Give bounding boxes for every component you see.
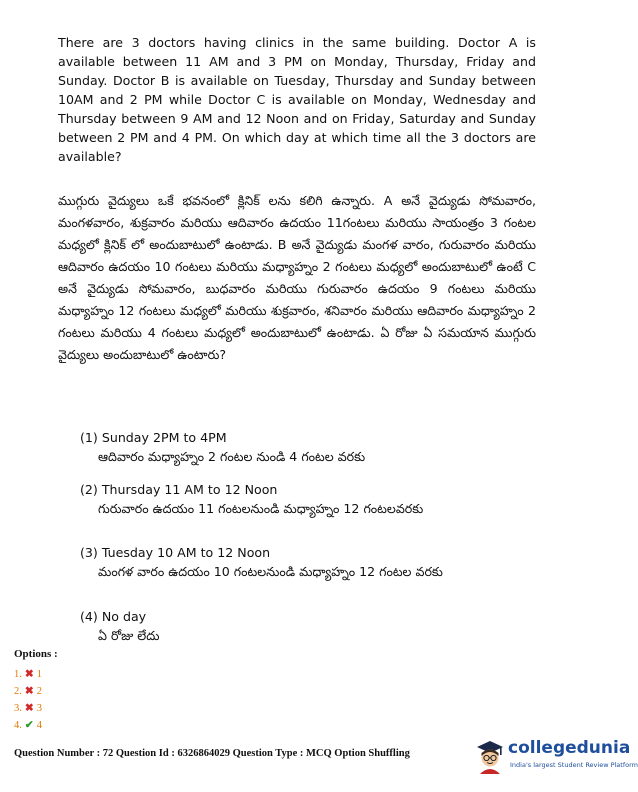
cross-icon: ✖: [24, 703, 34, 714]
option-number: 2.: [14, 686, 22, 697]
logo-tagline: India's largest Student Review Platform: [510, 761, 638, 769]
choice-1-telugu: ఆదివారం మధ్యాహ్నం 2 గంటల నుండి 4 గంటల వరకు: [98, 449, 366, 464]
option-number: 3.: [14, 703, 22, 714]
choice-4: [80, 607, 478, 645]
option-item: [14, 700, 42, 717]
choice-3-english: (3) Tuesday 10 AM to 12 Noon: [80, 545, 271, 560]
question-text-english: There are 3 doctors having clinics in the same building. Doctor A is available between 11 AM and 3 PM on Monday, Thursday, Friday and Sunday. Doctor B is available on Tuesday, Thursday and Sunday between 10AM and 2 PM while Doctor C is available on Monday, Wednesday and Thursday between 9 AM and 12 Noon and on Friday, Saturday and Sunday between 2 PM and 4 PM. On which day at which time all the 3 doctors are available?: [58, 35, 536, 164]
option-value: 2: [36, 686, 42, 697]
check-icon: ✔: [24, 720, 34, 731]
choice-4-english: (4) No day: [80, 609, 147, 624]
choice-2: [80, 480, 478, 518]
option-number: 1.: [14, 669, 22, 680]
option-item: [14, 666, 42, 683]
choice-3-telugu: మంగళ వారం ఉదయం 10 గంటలనుండి మధ్యాహ్నం 12 గంటల వరకు: [98, 564, 443, 579]
choice-2-telugu: గురువారం ఉదయం 11 గంటలనుండి మధ్యాహ్నం 12 గంటలవరకు: [98, 501, 424, 516]
option-item: [14, 717, 42, 734]
choice-4-telugu: ఏ రోజు లేదు: [98, 628, 160, 643]
question-meta: Question Number : 72 Question Id : 6326864029 Question Type : MCQ Option Shuffling: [14, 748, 410, 759]
cross-icon: ✖: [24, 686, 34, 697]
choice-1-english: (1) Sunday 2PM to 4PM: [80, 430, 227, 445]
options-title: Options :: [14, 648, 58, 660]
collegedunia-logo: [474, 736, 638, 778]
choice-2-english: (2) Thursday 11 AM to 12 Noon: [80, 482, 278, 497]
cross-icon: ✖: [24, 669, 34, 680]
question-text-telugu: ముగ్గురు వైద్యులు ఒకే భవనంలో క్లినిక్ లను కలిగి ఉన్నారు. A అనే వైద్యుడు సోమవారం, మంగళవారం, శుక్రవారం మరియు ఆదివారం ఉదయం 11గంటలు మరియు సాయంత్రం 3 గంటల మధ్యలో క్లినిక్ లో అందుబాటులో ఉంటాడు. B అనే వైద్యుడు మంగళ వారం, గురువారం మరియు ఆదివారం ఉదయం 10 గంటలు మరియు మధ్యాహ్నం 2 గంటలు మధ్యలో అందుబాటులో ఉంటే C అనే వైద్యుడు సోమవారం, బుధవారం మరియు గురువారం ఉదయం 9 గంటలు మరియు మధ్యాహ్నం 12 గంటలు మధ్యలో మరియు శుక్రవారం, శనివారం మరియు ఆదివారం మధ్యాహ్నం 2 గంటలు మరియు 4 గంటలు మధ్యలో అందుబాటులో ఉంటాడు. ఏ రోజు ఏ సమయాన ముగ్గురు వైద్యులు అందుబాటులో ఉంటారు?: [58, 193, 536, 362]
choice-3: [80, 543, 478, 581]
student-mascot-icon: [474, 738, 506, 774]
options-list: [14, 666, 42, 734]
option-item: [14, 683, 42, 700]
choice-1: [80, 428, 478, 466]
option-value: 3: [36, 703, 42, 714]
option-value: 1: [36, 669, 42, 680]
option-number: 4.: [14, 720, 22, 731]
option-value: 4: [36, 720, 42, 731]
logo-wordmark: collegedunia: [508, 738, 631, 758]
